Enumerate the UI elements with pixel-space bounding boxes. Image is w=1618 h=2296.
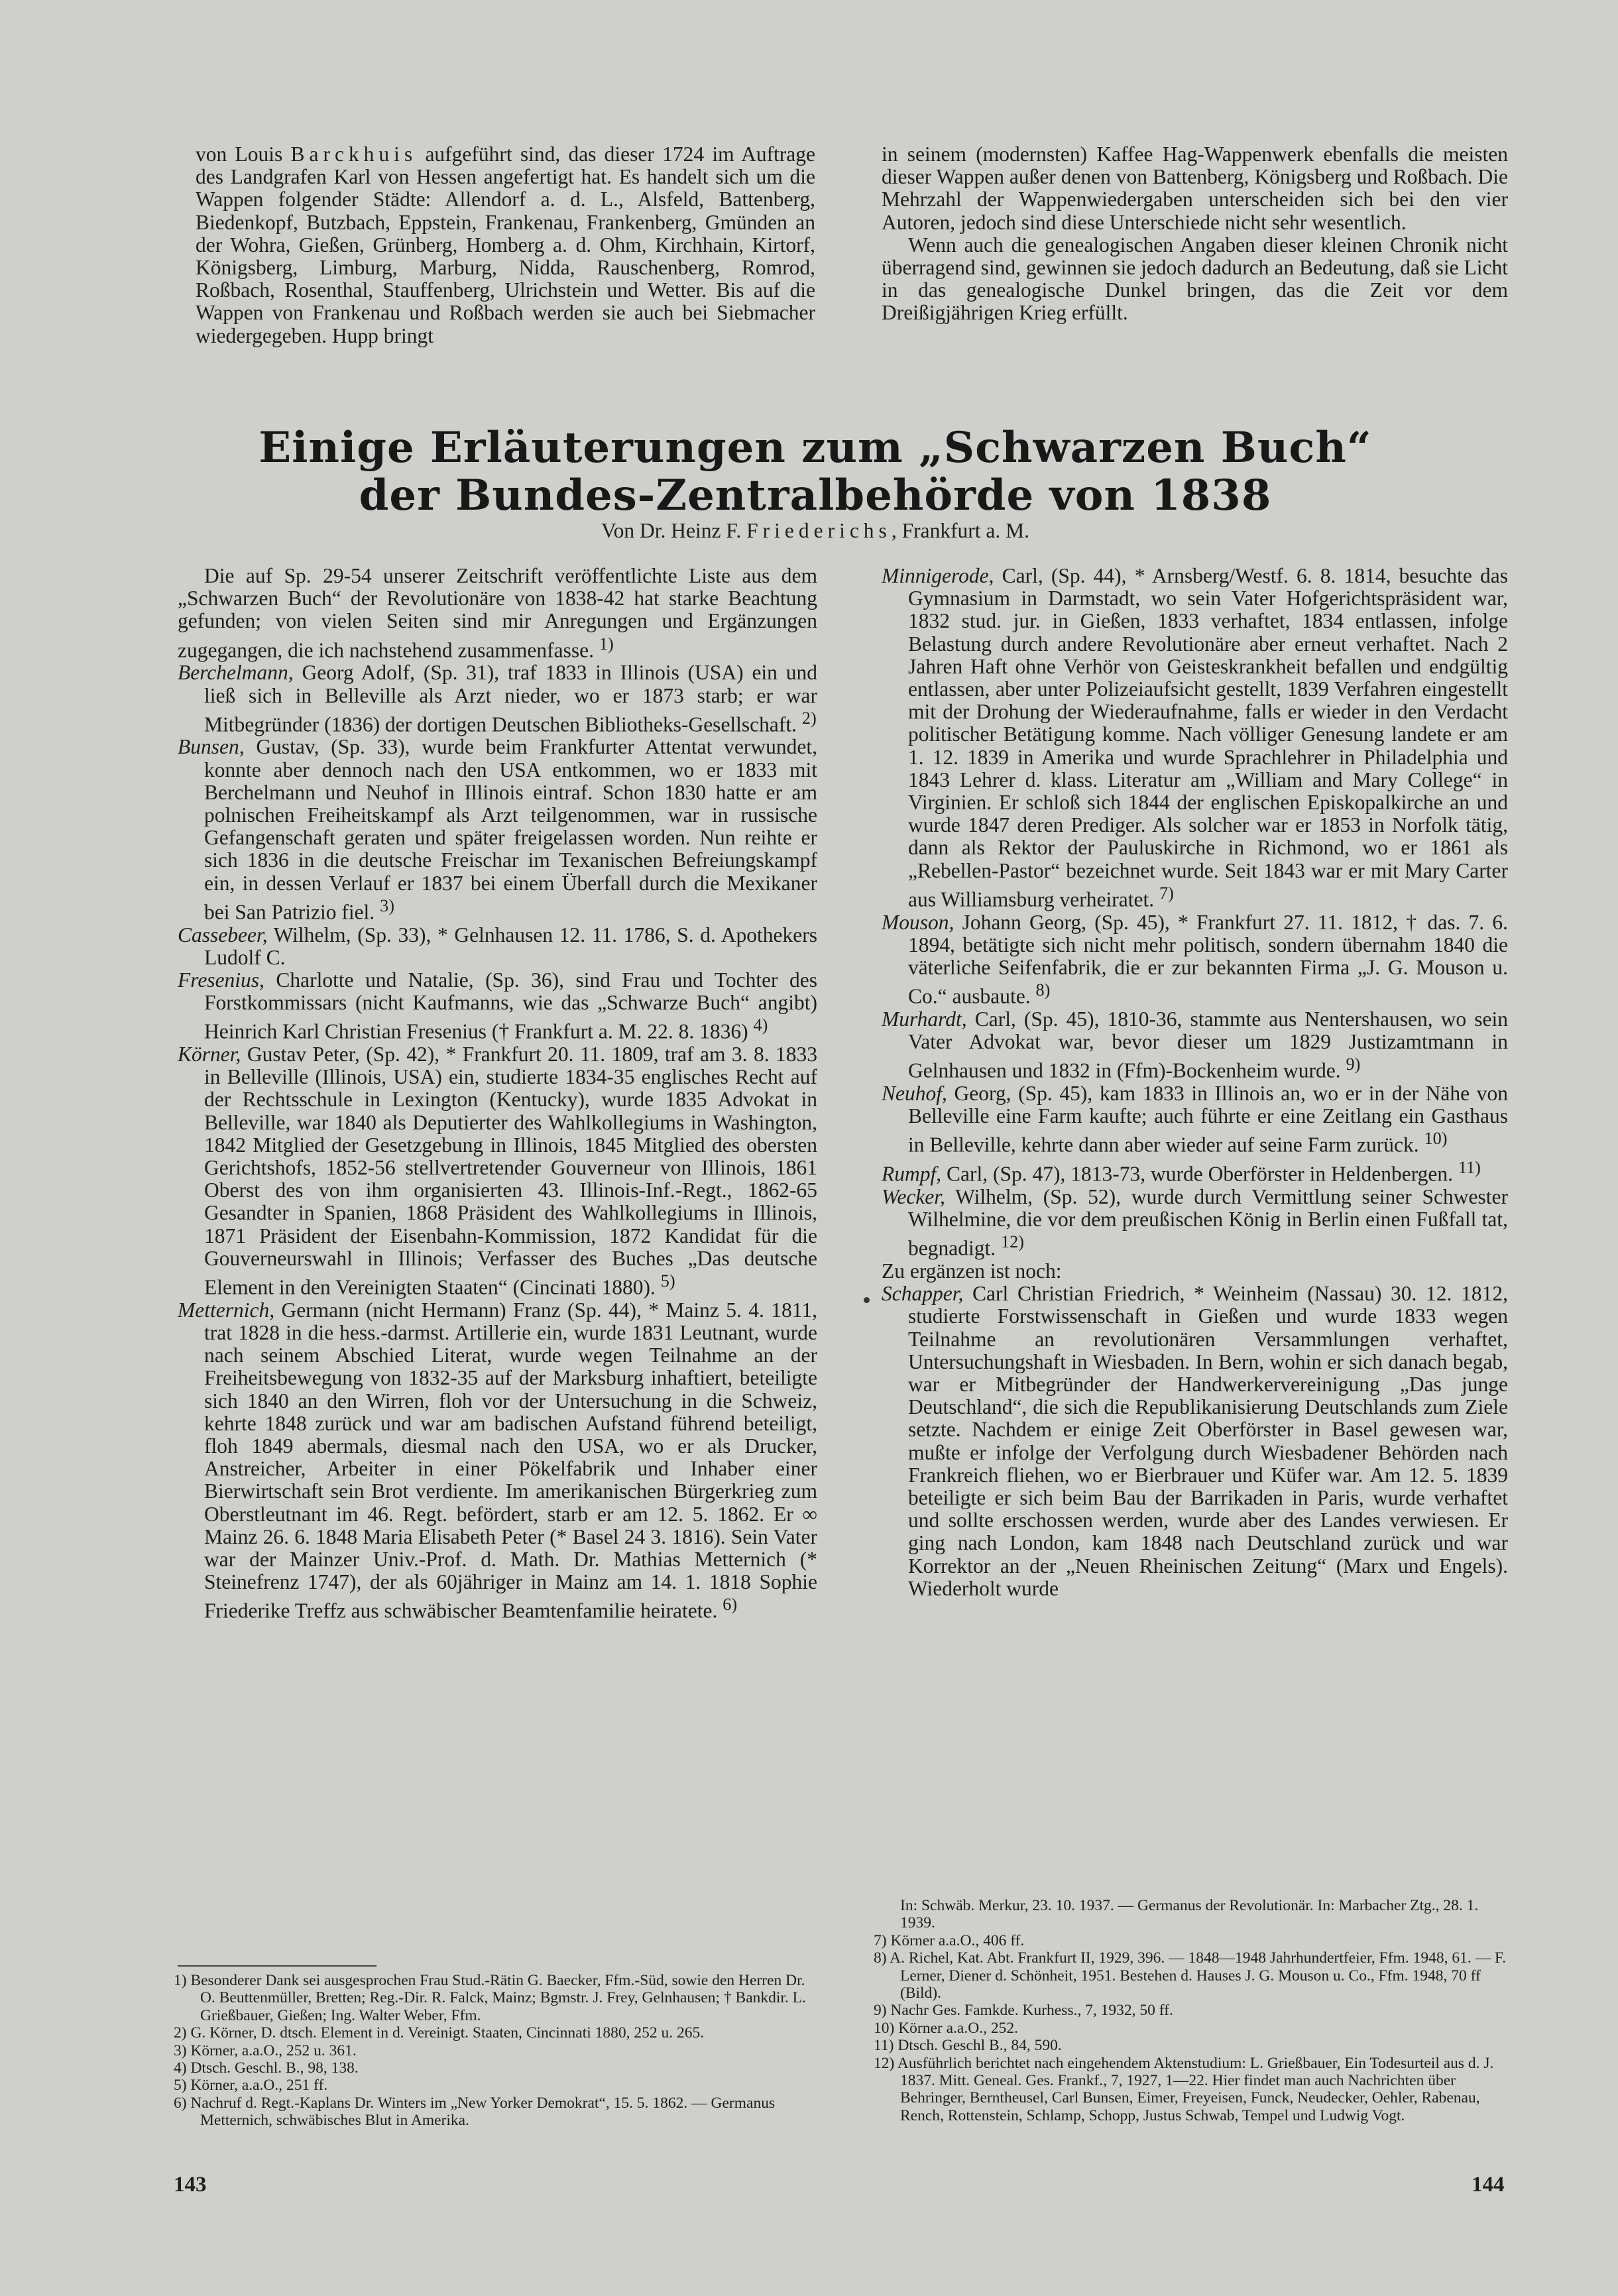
entry-text: Charlotte und Natalie, (Sp. 36), sind Frau und Tochter des Forstkommissars (nicht Kaufmanns, wie das „Schwarze Buch“ angibt) Heinrich Karl Christian Fresenius († Frankfurt a. M. 22. 8. 1836)	[204, 968, 817, 1043]
note-ref: 4)	[753, 1015, 768, 1035]
entry	[882, 1082, 1508, 1157]
entry-text: Germann (nicht Hermann) Franz (Sp. 44), * Mainz 5. 4. 1811, trat 1828 in die hess.-darmst. Artillerie ein, wurde 1831 Leutnant, wurde nach seinem Abschied Literat, wurde wegen Teilnahme an der Freiheitsbewegung von 1832-35 auf der Marksburg inhaftiert, beteiligte sich 1840 an den Wirren, floh vor der Untersuchung in die Schweiz, kehrte 1848 zurück und war am badischen Aufstand führend beteiligt, floh 1849 abermals, diesmal nach den USA, wo er als Drucker, Anstreicher, Arbeiter in einer Pökelfabrik und Inhaber einer Bierwirtschaft sein Brot verdiente. Im amerikanischen Bürgerkrieg zum Oberstleutnant im 46. Regt. befördert, starb er am 12. 5. 1862. Er ∞ Mainz 26. 6. 1848 Maria Elisabeth Peter (* Basel 24 3. 1816). Sein Vater war der Mainzer Univ.-Prof. d. Math. Dr. Mathias Metternich (* Steinefrenz 1747), der als 60jähriger in Mainz am 14. 1. 1818 Sophie Friederike Treffz aus schwäbischer Beamtenfamilie heiratete.	[204, 1298, 817, 1623]
footnote: 5) Körner, a.a.O., 251 ff.	[174, 2077, 328, 2095]
entry	[882, 911, 1508, 1008]
page-number-left: 143	[174, 2173, 207, 2197]
note-ref: 7)	[1159, 883, 1174, 903]
entry-text: Carl, (Sp. 45), 1810-36, stammte aus Nentershausen, wo sein Vater Advokat war, bevor dieser um 1829 Justizamtmann in Gelnhausen und 1832 in (Ffm)-Bockenheim wurde.	[908, 1007, 1508, 1082]
note-ref: 3)	[380, 895, 394, 915]
footnote: In: Schwäb. Merkur, 23. 10. 1937. — Germanus der Revolutionär. In: Marbacher Ztg., 28. 1. 1939.	[900, 1897, 1479, 1932]
page-number-right: 144	[1472, 2173, 1505, 2197]
footnote: 12) Ausführlich berichtet nach eingehendem Aktenstudium: L. Grießbauer, Ein Todesurteil aus d. J. 1837. Mitt. Geneal. Ges. Frankf., 7, 1927, 1—22. Hier findet man auch Nachrichten über Behringer, Berntheusel, Carl Bunsen, Eimer, Freyeisen, Funck, Neudecker, Oehler, Rabenau, Rench, Rottenstein, Schlamp, Schopp, Justus Schwab, Tempel und Ludwig Vogt.	[874, 2054, 1494, 2124]
entry-name: Neuhof,	[882, 1081, 947, 1105]
entry-text: Carl, (Sp. 47), 1813-73, wurde Oberförster in Heldenbergen.	[941, 1162, 1453, 1186]
entry-text: Die auf Sp. 29-54 unserer Zeitschrift veröffentlichte Liste aus dem „Schwarzen Buch“ der Revolutionäre von 1838-42 hat starke Beachtung gefunden; von vielen Seiten sind mir Anregungen und Ergänzungen zugegangen, die ich nachstehend zusammenfasse.	[178, 564, 817, 662]
text-lead: von Louis	[196, 143, 283, 166]
footnote: 3) Körner, a.a.O., 252 u. 361.	[174, 2041, 357, 2059]
note-ref: 11)	[1458, 1158, 1481, 1178]
entry-text: Johann Georg, (Sp. 45), * Frankfurt 27. 11. 1812, † das. 7. 6. 1894, betätigte sich nicht mehr politisch, sondern übernahm 1840 die väterliche Seifenfabrik, die er zur bekannten Firma „J. G. Mouson u. Co.“ ausbaute.	[908, 910, 1508, 1008]
entry	[178, 565, 817, 661]
entry	[178, 969, 817, 1043]
entry-name: Schapper,	[882, 1282, 964, 1306]
entry-text: Wilhelm, (Sp. 52), wurde durch Vermittlung seiner Schwester Wilhelmine, die vor dem preußischen König in Berlin einen Fußfall tat, begnadigt.	[908, 1184, 1508, 1260]
entry-text: Carl Christian Friedrich, * Weinheim (Nassau) 30. 12. 1812, studierte Forstwissenschaft in Gießen und wurde 1833 wegen Teilnahme an revolutionären Versammlungen verhaftet, Untersuchungshaft in Wiesbaden. In Bern, wohin er sich danach begab, war er Mitbegründer der Handwerkervereinigung „Das junge Deutschland“, die sich die Republikanisierung Deutschlands zum Ziele setzte. Nachdem er einige Zeit Oberförster in Basel gewesen war, mußte er infolge der Verfolgung durch Wiesbadener Behörden nach Frankreich fliehen, wo er Bierbrauer und Küfer war. Am 12. 5. 1839 beteiligte er sich beim Bau der Barrikaden in Paris, wurde verhaftet und sollte erschossen werden, wurde aber des Landes verwiesen. Er ging nach London, kam 1848 nach Deutschland zurück und war Korrektor an der „Neuen Rheinischen Zeitung“ (Marx und Engels). Wiederholt wurde	[908, 1282, 1508, 1600]
paragraph-text: aufgeführt sind, das dieser 1724 im Auftrage des Landgrafen Karl von Hessen angefertigt hat. Es handelt sich um die Wappen folgender Städte: Allendorf a. d. L., Alsfeld, Battenberg, Biedenkopf, Butzbach, Eppstein, Frankenau, Frankenberg, Gmünden an der Wohra, Gießen, Grünberg, Homberg a. d. Ohm, Kirchhain, Kirtorf, Königsberg, Limburg, Marburg, Nidda, Rauschenberg, Romrod, Roßbach, Rosenthal, Stauffenberg, Ulrichstein und Wetter. Bis auf die Wappen von Frankenau und Roßbach werden sie auch bei Siebmacher wiedergegeben. Hupp bringt	[196, 143, 816, 347]
entry-text: Zu ergänzen ist noch:	[882, 1259, 1062, 1283]
footnote: 11) Dtsch. Geschl B., 84, 590.	[874, 2037, 1062, 2055]
footnote: 6) Nachruf d. Regt.-Kaplans Dr. Winters im „New Yorker Demokrat“, 15. 5. 1862. — Germanus Metternich, schwäbisches Blut in Amerika.	[174, 2094, 776, 2130]
article-title-line: der Bundes-Zentralbehörde von 1838	[359, 471, 1272, 520]
entry-text: Gustav, (Sp. 33), wurde beim Frankfurter Attentat verwundet, konnte aber dennoch nach den USA entkommen, wo er 1833 mit Berchelmann und Neuhof in Illinois eintraf. Schon 1830 hatte er am polnischen Freiheitskampf als Arzt teilgenommen, war in russische Gefangenschaft geraten und später freigelassen worden. Nun reihte er sich 1836 in die deutsche Freischar im Texanischen Befreiungskampf ein, in dessen Verlauf er 1837 bei einem Überfall durch die Mexikaner bei San Patrizio fiel.	[204, 735, 817, 924]
footnote: 4) Dtsch. Geschl. B., 98, 138.	[174, 2059, 359, 2077]
entry	[178, 736, 817, 923]
entry-text: Carl, (Sp. 44), * Arnsberg/Westf. 6. 8. 1814, besuchte das Gymnasium in Darmstadt, wo sein Vater Hofgerichtspräsident war, 1832 stud. jur. in Gießen, 1833 verhaftet, 1834 entlassen, infolge Belastung durch andere Revolutionäre aber erneut verhaftet. Nach 2 Jahren Haft ohne Verhör von Geisteskrankheit befallen und endgültig entlassen, aber unter Polizeiaufsicht gestellt, 1839 Verfahren eingestellt mit der Drohung der Wiederaufnahme, falls er wieder in den Verdacht politischer Betätigung komme. Nach völliger Genesung landete er am 1. 12. 1839 in Amerika und wurde Sprachlehrer in Philadelphia und 1843 Lehrer d. klass. Literatur am „William and Mary College“ in Virginien. Er schloß sich 1844 der englischen Episkopalkirche an und wurde 1847 deren Prediger. Als solcher war er 1853 in Norfolk tätig, dann als Rektor der Pauluskirche in Richmond, wo er 1861 als „Rebellen-Pastor“ bezeichnet wurde. Seit 1843 war er mit Mary Carter aus Williamsburg verheiratet.	[908, 564, 1508, 911]
entry-text: Wilhelm, (Sp. 33), * Gelnhausen 12. 11. 1786, S. d. Apothekers Ludolf C.	[204, 923, 817, 969]
entry-name: Körner,	[178, 1043, 241, 1066]
left-column	[178, 565, 817, 1623]
entry	[882, 1008, 1508, 1082]
entry	[178, 1299, 817, 1623]
top-right-column	[882, 143, 1508, 325]
footnote: 10) Körner a.a.O., 252.	[874, 2019, 1018, 2037]
entry	[882, 1283, 1508, 1600]
footnote: 9) Nachr Ges. Famkde. Kurhess., 7, 1932, 50 ff.	[874, 2002, 1173, 2020]
entry	[178, 924, 817, 969]
entry-name: Bunsen,	[178, 735, 245, 759]
byline-suffix: , Frankfurt a. M.	[891, 519, 1030, 542]
entry-name: Wecker,	[882, 1184, 945, 1208]
footnote: 8) A. Richel, Kat. Abt. Frankfurt II, 1929, 396. — 1848—1948 Jahrhundertfeier, Ffm. 1948, 61. — F. Lerner, Diener d. Schönheit, 1951. Bestehen d. Hauses J. G. Mouson u. Co., Ffm. 1948, 70 ff (Bild).	[874, 1949, 1507, 2002]
note-ref: 6)	[722, 1595, 738, 1615]
paragraph: Wenn auch die genealogischen Angaben dieser kleinen Chronik nicht überragend sind, gewinnen sie jedoch dadurch an Bedeutung, daß sie Licht in das genealogische Dunkel bringen, das die Zeit vor dem Dreißigjährigen Krieg erfüllt.	[882, 233, 1508, 325]
entry-text: Georg Adolf, (Sp. 31), traf 1833 in Illinois (USA) ein und ließ sich in Belleville als Arzt nieder, wo er 1873 starb; er war Mitbegründer (1836) der dortigen Deutschen Bibliotheks-Gesellschaft.	[204, 661, 817, 736]
entry-name: Fresenius,	[178, 968, 264, 992]
entry	[178, 661, 817, 736]
footnote-rule	[178, 1965, 376, 1967]
spaced-name: Barckhuis	[290, 143, 418, 166]
footnote: 1) Besonderer Dank sei ausgesprochen Frau Stud.-Rätin G. Baecker, Ffm.-Süd, sowie den Herren Dr. O. Beuttenmüller, Bretten; Reg.-Dir. R. Falck, Mainz; Bgmstr. J. Frey, Gelnhausen; † Bankdir. L. Grießbauer, Gießen; Ing. Walter Weber, Ffm.	[174, 1972, 806, 2024]
entry	[882, 565, 1508, 911]
left-footnotes	[174, 1972, 817, 2130]
note-ref: 1)	[599, 634, 614, 654]
note-ref: 9)	[1346, 1055, 1361, 1074]
footnote: 7) Körner a.a.O., 406 ff.	[874, 1931, 1025, 1949]
entry-text: Gustav Peter, (Sp. 42), * Frankfurt 20. 11. 1809, traf am 3. 8. 1833 in Belleville (Illinois, USA) ein, studierte 1834-35 englisches Recht auf der Rechtsschule in Lexington (Kentucky), wurde 1835 Advokat in Belleville, war 1840 als Deputierter des Wahlkollegiums in Washington, 1842 Mitglied der Gesetzgebung in Illinois, 1845 Mitglied des obersten Gerichtshofs, 1852-56 stellvertretender Gouverneur von Illinois, 1861 Oberst des von ihm organisierten 43. Illinois-Inf.-Regt., 1862-65 Gesandter in Spanien, 1868 Präsident des Wahlkollegiums in Illinois, 1871 Präsident der Eisenbahn-Kommission, 1872 Kandidat für die Gouverneurswahl in Illinois; Verfasser des Buches „Das deutsche Element in den Vereinigten Staaten“ (Cincinati 1880).	[204, 1043, 817, 1299]
note-ref: 12)	[1000, 1232, 1024, 1252]
entry-name: Berchelmann,	[178, 661, 294, 685]
entry-name: Mouson,	[882, 910, 954, 934]
right-footnotes	[874, 1897, 1510, 2124]
entry-name: Cassebeer,	[178, 923, 268, 947]
entry-name: Minnigerode,	[882, 564, 994, 587]
byline-prefix: Von Dr. Heinz F.	[601, 519, 742, 542]
note-ref: 8)	[1035, 980, 1051, 1000]
entry-name: Metternich,	[178, 1298, 275, 1322]
author-name: Friederichs	[746, 519, 892, 542]
article-title-line: Einige Erläuterungen zum „Schwarzen Buch“	[259, 423, 1372, 473]
entry-name: Rumpf,	[882, 1162, 942, 1186]
note-ref: 10)	[1424, 1129, 1448, 1149]
print-speck	[864, 1297, 870, 1303]
note-ref: 5)	[660, 1271, 675, 1291]
entry-text: Georg, (Sp. 45), kam 1833 in Illinois an, wo er in der Nähe von Belleville eine Farm kaufte; auch führte er eine Zeitlang ein Gasthaus in Belleville, kehrte dann aber wieder auf seine Farm zurück.	[908, 1081, 1508, 1157]
paragraph: in seinem (modernsten) Kaffee Hag-Wappenwerk ebenfalls die meisten dieser Wappen außer denen von Battenberg, Königsberg und Roßbach. Die Mehrzahl der Wappenwiedergaben unterscheiden sich bei den vier Autoren, jedoch sind diese Unterschiede nicht sehr wesentlich.	[882, 143, 1508, 234]
byline	[371, 519, 1259, 543]
footnote: 2) G. Körner, D. dtsch. Element in d. Vereinigt. Staaten, Cincinnati 1880, 252 u. 265.	[174, 2024, 705, 2042]
entry	[178, 1043, 817, 1299]
entry	[882, 1260, 1508, 1283]
top-left-column	[196, 143, 815, 347]
entry	[882, 1157, 1508, 1186]
entry-name: Murhardt,	[882, 1007, 967, 1031]
right-column	[882, 565, 1508, 1600]
note-ref: 2)	[801, 708, 817, 728]
entry	[882, 1186, 1508, 1260]
article-title	[199, 424, 1432, 520]
